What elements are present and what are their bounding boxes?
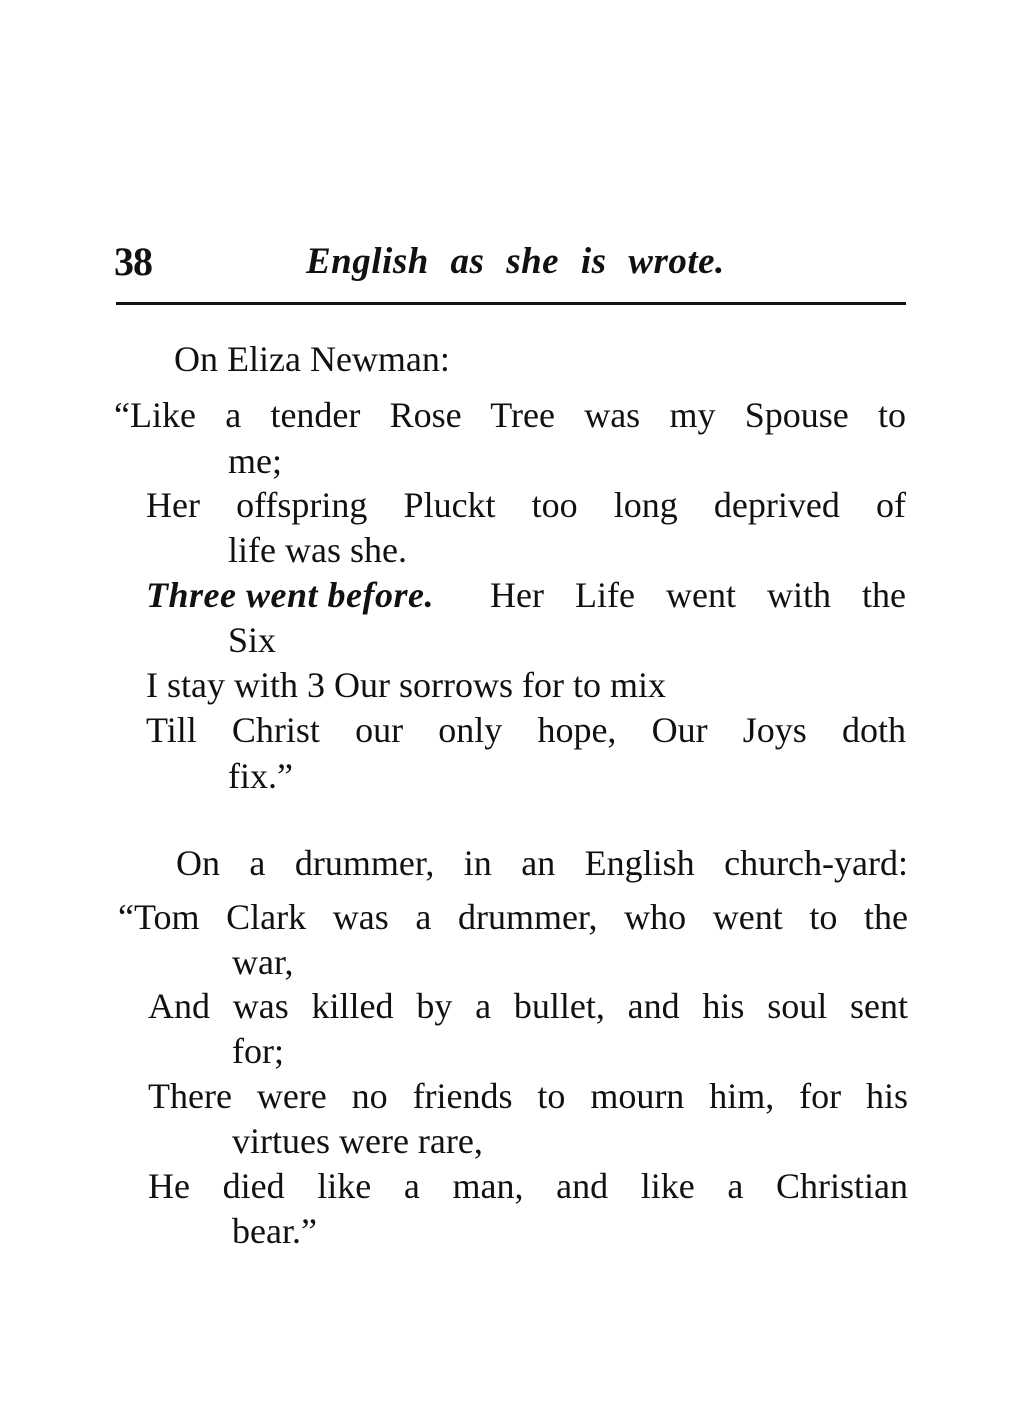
epitaph-1-intro: On Eliza Newman:	[174, 339, 450, 379]
epitaph-1-line: life was she.	[228, 530, 407, 570]
epitaph-1-line: I stay with 3 Our sorrows for to mix	[146, 665, 666, 705]
epitaph-1-line: Her Life went with the	[490, 575, 906, 615]
epitaph-2-line: And was killed by a bullet, and his soul sent	[148, 986, 908, 1026]
epitaph-1-line: me;	[228, 441, 282, 481]
epitaph-2-line: for;	[232, 1031, 284, 1071]
epitaph-2-line: virtues were rare,	[232, 1121, 483, 1161]
header-rule	[116, 302, 906, 305]
epitaph-1-line: Till Christ our only hope, Our Joys doth	[146, 710, 906, 750]
running-title: English as she is wrote.	[306, 241, 725, 282]
epitaph-1-italic-phrase: Three went before.	[146, 575, 434, 615]
page-number: 38	[114, 239, 152, 284]
epitaph-1-line: fix.”	[228, 756, 293, 796]
epitaph-2-line: “Tom Clark was a drummer, who went to the	[118, 897, 908, 937]
epitaph-1-line: Six	[228, 620, 277, 660]
epitaph-2-line: bear.”	[232, 1211, 317, 1251]
epitaph-1-line: “Like a tender Rose Tree was my Spouse to	[114, 395, 906, 435]
epitaph-1-line: Her offspring Pluckt too long deprived of	[146, 485, 906, 525]
epitaph-2-intro: On a drummer, in an English church-yard:	[176, 843, 908, 883]
epitaph-2-line: There were no friends to mourn him, for his	[148, 1076, 908, 1116]
epitaph-2-line: He died like a man, and like a Christian	[148, 1166, 908, 1206]
epitaph-2-line: war,	[232, 942, 294, 982]
